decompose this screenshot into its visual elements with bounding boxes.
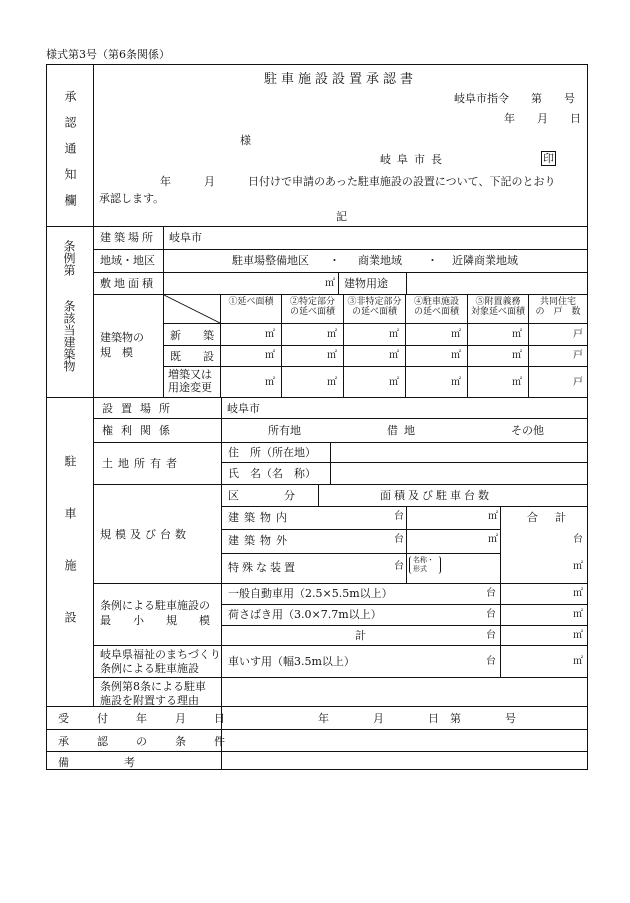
seal-mark: 印 bbox=[543, 152, 554, 165]
form-number: 様式第3号（第6条関係） bbox=[46, 48, 170, 61]
unit-m2: ㎡ bbox=[389, 329, 399, 340]
reason-label: 施設を附置する理由 bbox=[100, 694, 199, 707]
owner-name-label: 氏 名（名 称） bbox=[228, 467, 316, 480]
unit-dai: 台 bbox=[486, 609, 496, 620]
row-label-new: 新 築 bbox=[170, 329, 214, 342]
unit-m2: ㎡ bbox=[573, 609, 583, 620]
land-owner-label: 土地所有者 bbox=[102, 457, 182, 470]
unit-m2: ㎡ bbox=[389, 377, 399, 388]
unit-m2: ㎡ bbox=[389, 350, 399, 361]
ki-mark: 記 bbox=[336, 210, 347, 223]
unit-dai: 台 bbox=[486, 630, 496, 641]
receipt-date-value: 年 月 日 第 号 bbox=[318, 712, 516, 725]
unit-m2: ㎡ bbox=[265, 329, 275, 340]
body-line-2: 承認します。 bbox=[99, 192, 165, 205]
building-scale-label: 規 模 bbox=[100, 346, 133, 359]
area-separator: ・ bbox=[329, 254, 340, 267]
site-area-unit: ㎡ bbox=[325, 278, 335, 289]
unit-m2: ㎡ bbox=[265, 377, 275, 388]
addressee-suffix: 様 bbox=[240, 134, 251, 147]
area-count-header: 面積及び駐車台数 bbox=[380, 489, 492, 502]
unit-dai: 台 bbox=[573, 534, 583, 545]
col-header-specific-area: ②特定部分 の延べ面積 bbox=[289, 297, 335, 317]
rights-option-leased[interactable]: 借地 bbox=[387, 424, 421, 437]
building-location-label: 建築場所 bbox=[100, 231, 156, 244]
rights-option-owned[interactable]: 所有地 bbox=[268, 424, 301, 437]
unit-units: 戸 bbox=[573, 377, 583, 388]
unit-m2: ㎡ bbox=[512, 377, 522, 388]
unit-m2: ㎡ bbox=[488, 534, 498, 545]
area-district-label: 地域・地区 bbox=[100, 254, 155, 267]
building-use-label: 建物用途 bbox=[344, 277, 388, 290]
unit-m2: ㎡ bbox=[573, 588, 583, 599]
rights-option-other[interactable]: その他 bbox=[511, 424, 544, 437]
unit-dai: 台 bbox=[394, 511, 404, 522]
special-device-name-bracket: 名称・ 形式 bbox=[409, 556, 441, 574]
unit-m2: ㎡ bbox=[488, 511, 498, 522]
owner-address-label: 住 所（所在地） bbox=[228, 446, 316, 459]
document-title: 駐車施設設置承認書 bbox=[263, 72, 417, 87]
unit-m2: ㎡ bbox=[451, 329, 461, 340]
area-option-neighborhood-commercial[interactable]: 近隣商業地域 bbox=[452, 254, 518, 267]
unit-m2: ㎡ bbox=[327, 329, 337, 340]
total-header: 合 計 bbox=[527, 511, 569, 524]
scale-count-label: 規模及び台数 bbox=[100, 528, 190, 541]
sender-name: 岐阜市長 bbox=[380, 153, 448, 166]
parking-section-label: 駐車施設 bbox=[63, 455, 77, 663]
wheelchair-row: 車いす用（幅3.5m以上） bbox=[228, 655, 355, 668]
min-row-sum: 計 bbox=[355, 629, 366, 642]
unit-dai: 台 bbox=[486, 656, 496, 667]
install-place-label: 設置場所 bbox=[102, 402, 178, 415]
min-scale-label: 最 小 規 模 bbox=[100, 614, 210, 627]
col-header-mandatory-area: ⑤附置義務 対象延べ面積 bbox=[470, 297, 525, 317]
doc-number: 岐阜市指令 第 号 bbox=[454, 92, 575, 105]
reason-label: 条例第8条による駐車 bbox=[100, 680, 206, 693]
conditions-label: 承認の条件 bbox=[58, 735, 253, 748]
col-header-parking-area: ④駐車施設 の延べ面積 bbox=[413, 297, 459, 317]
unit-m2: ㎡ bbox=[573, 630, 583, 641]
unit-dai: 台 bbox=[394, 561, 404, 572]
approval-date: 年 月 日 bbox=[504, 112, 581, 125]
outside-building-label: 建築物外 bbox=[228, 534, 292, 547]
unit-m2: ㎡ bbox=[327, 350, 337, 361]
row-label-extension: 増築又は 用途変更 bbox=[168, 368, 212, 394]
unit-m2: ㎡ bbox=[512, 329, 522, 340]
min-row-loading: 荷さばき用（3.0×7.7m以上） bbox=[228, 608, 382, 621]
body-line-1: 年 月 日付けで申請のあった駐車施設の設置について、下記のとおり bbox=[160, 175, 556, 188]
unit-m2: ㎡ bbox=[573, 656, 583, 667]
unit-m2: ㎡ bbox=[512, 350, 522, 361]
unit-units: 戸 bbox=[573, 350, 583, 361]
unit-m2: ㎡ bbox=[265, 350, 275, 361]
min-row-general: 一般自動車用（2.5×5.5m以上） bbox=[228, 587, 393, 600]
unit-units: 戸 bbox=[573, 329, 583, 340]
col-header-non-specific-area: ③非特定部分 の延べ面積 bbox=[347, 297, 402, 317]
kubun-header: 区 分 bbox=[228, 489, 298, 502]
welfare-label: 岐阜県福祉のまちづくり bbox=[100, 648, 221, 661]
min-scale-label: 条例による駐車施設の bbox=[100, 599, 210, 612]
unit-dai: 台 bbox=[394, 534, 404, 545]
building-section-label: 条例第 条該当建築物 bbox=[62, 240, 76, 372]
area-option-parking-district[interactable]: 駐車場整備地区 bbox=[232, 254, 309, 267]
area-separator: ・ bbox=[427, 254, 438, 267]
row-label-existing: 既 設 bbox=[170, 350, 214, 363]
remarks-label: 備 考 bbox=[58, 756, 135, 769]
area-option-commercial[interactable]: 商業地域 bbox=[358, 254, 402, 267]
building-scale-label: 建築物の bbox=[100, 331, 144, 344]
unit-m2: ㎡ bbox=[451, 350, 461, 361]
install-place-value: 岐阜市 bbox=[227, 402, 260, 415]
receipt-date-label: 受付年月日 bbox=[58, 712, 253, 725]
approval-section-label: 承認通知欄 bbox=[63, 90, 77, 220]
special-device-label: 特殊な装置 bbox=[228, 561, 298, 574]
rights-label: 権利関係 bbox=[102, 424, 178, 437]
col-header-apartment-units: 共同住宅 の 戸 数 bbox=[535, 297, 581, 317]
site-area-label: 敷地面積 bbox=[100, 277, 156, 290]
unit-m2: ㎡ bbox=[573, 561, 583, 572]
unit-dai: 台 bbox=[486, 588, 496, 599]
welfare-label: 条例による駐車施設 bbox=[100, 662, 199, 675]
col-header-total-floor-area: ①延べ面積 bbox=[228, 297, 274, 307]
inside-building-label: 建築物内 bbox=[228, 511, 292, 524]
unit-m2: ㎡ bbox=[327, 377, 337, 388]
building-location-value: 岐阜市 bbox=[169, 231, 202, 244]
unit-m2: ㎡ bbox=[451, 377, 461, 388]
